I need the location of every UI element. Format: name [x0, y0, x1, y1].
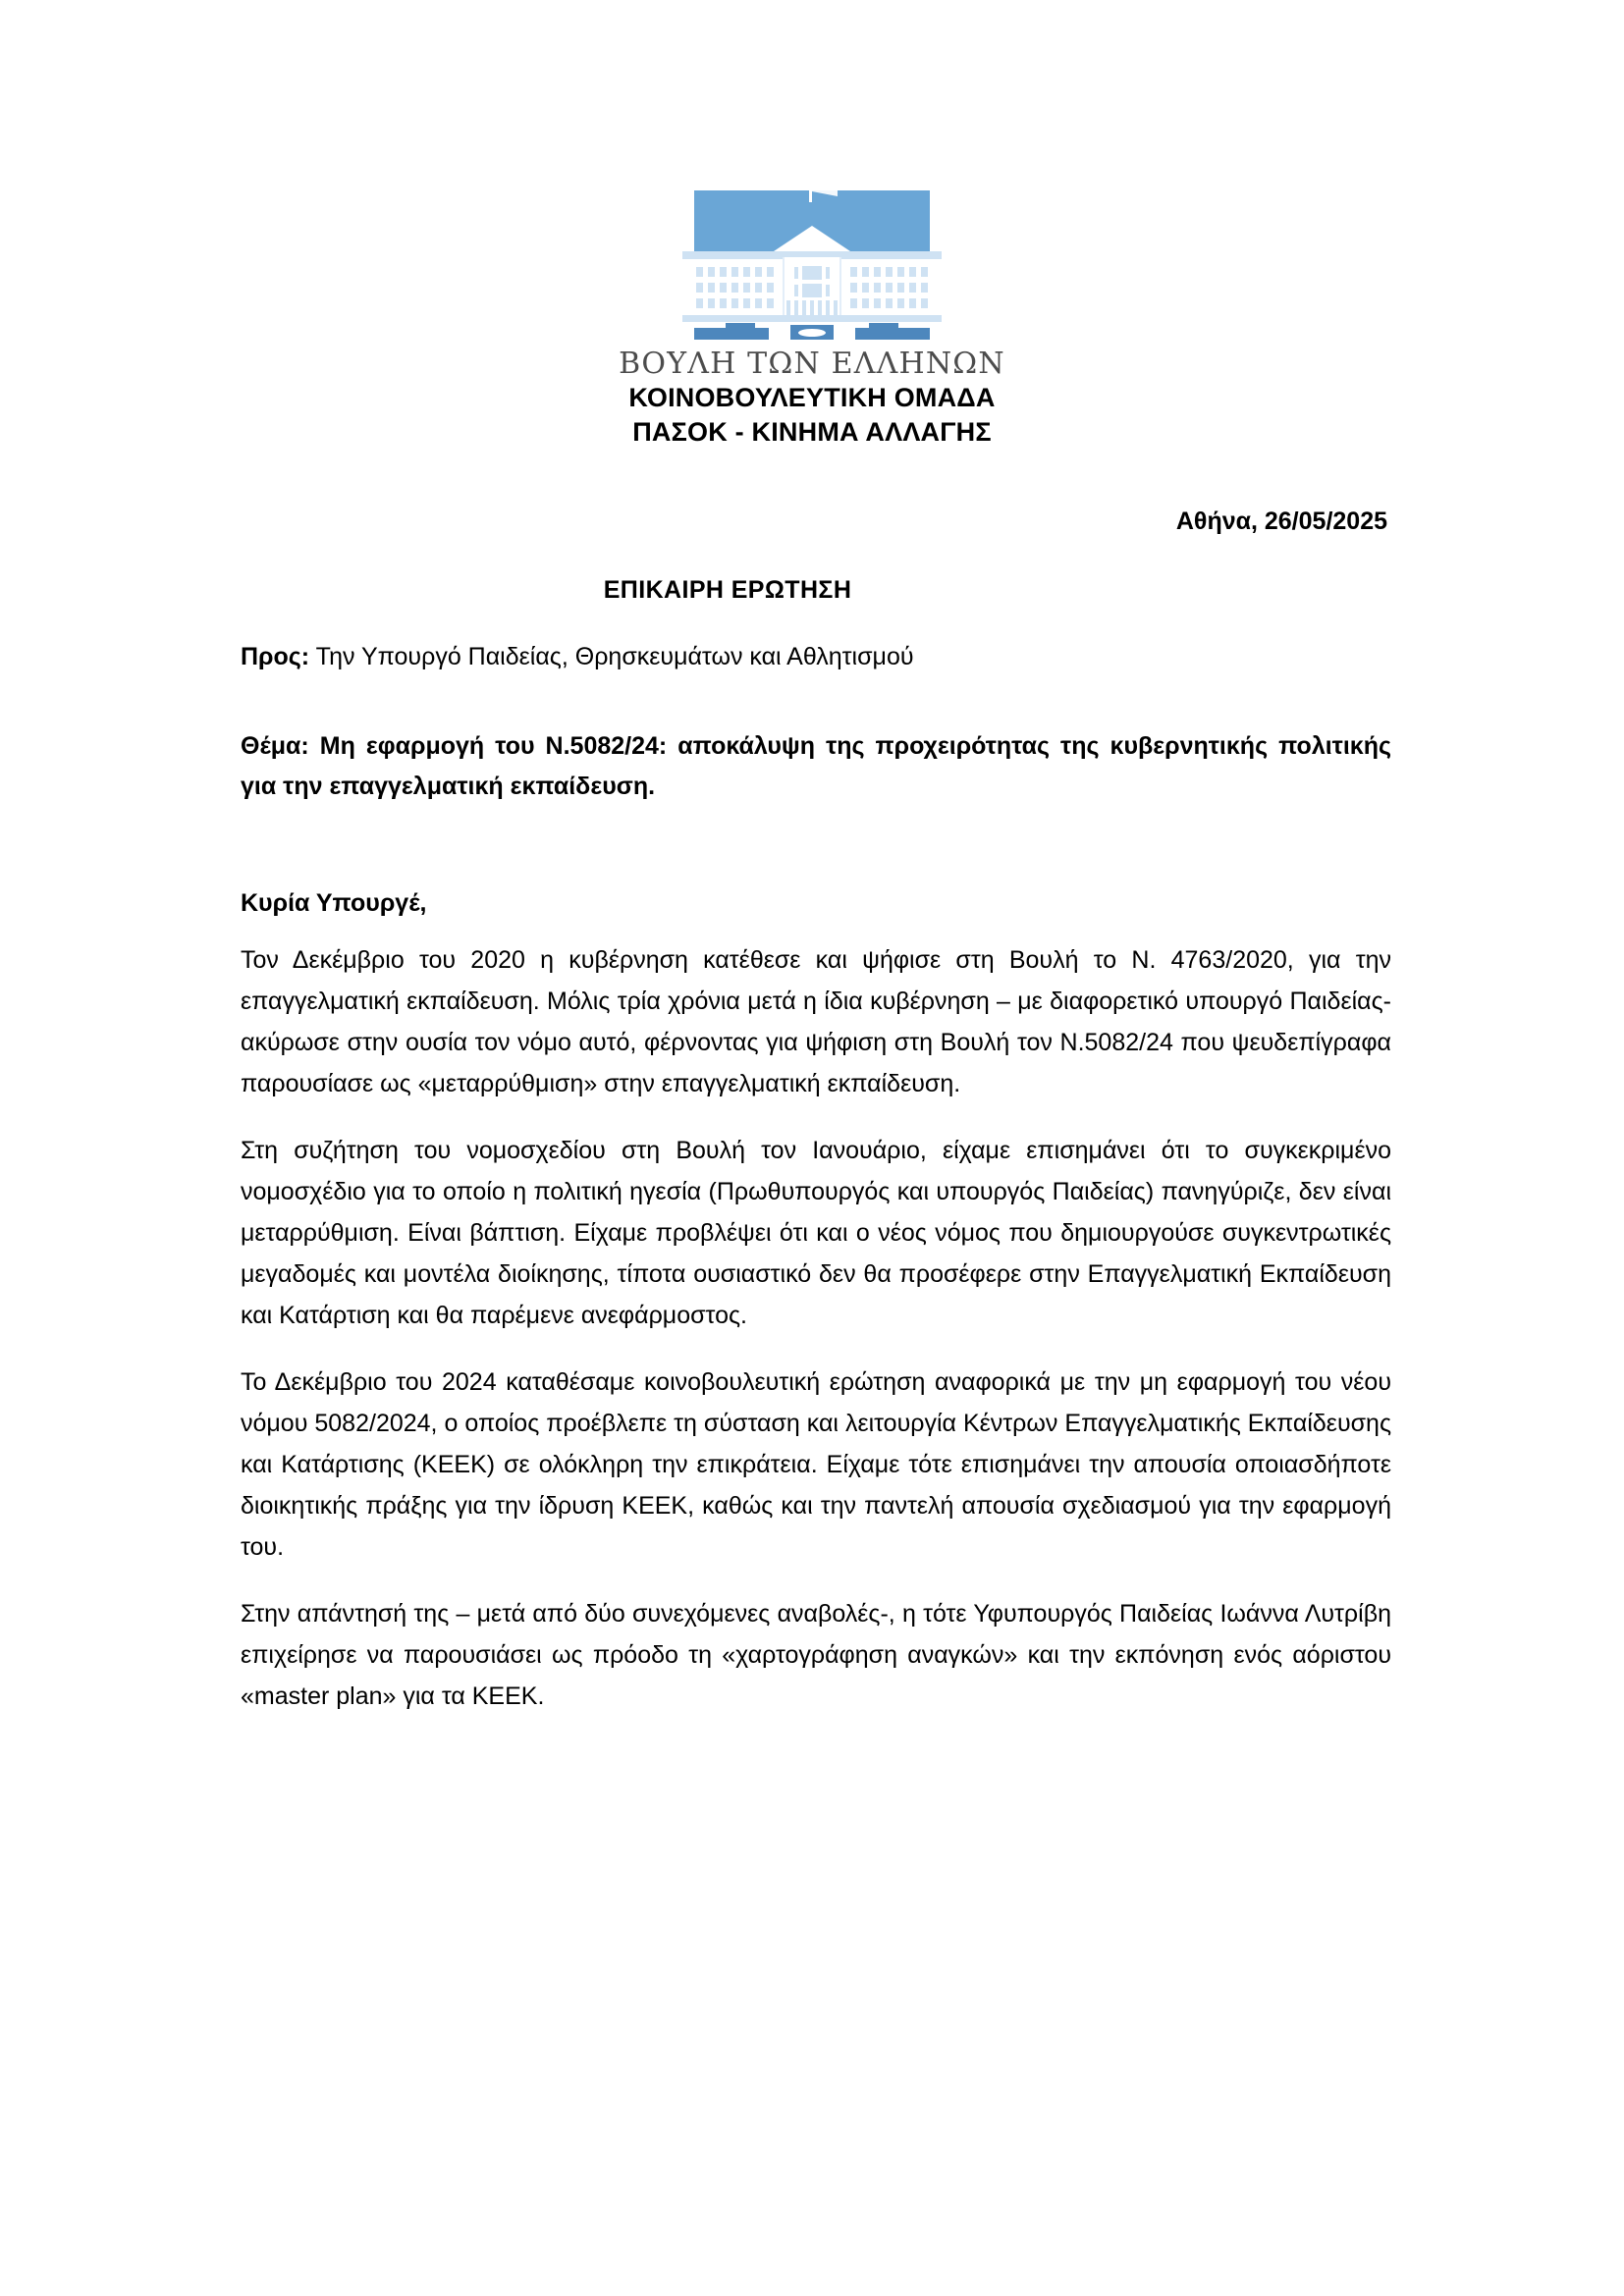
- date-line: Αθήνα, 26/05/2025: [1175, 507, 1387, 535]
- body-paragraph: Τον Δεκέμβριο του 2020 η κυβέρνηση κατέθεσε και ψήφισε στη Βουλή το Ν. 4763/2020, για την επαγγελματική εκπαίδευση. Μόλις τρία χρόνια μετά η ίδια κυβέρνηση – με διαφορετικό υπουργό Παιδείας- ακύρωσε στην ουσία τον νόμο αυτό, φέρνοντας για ψήφιση στη Βουλή τον Ν.5082/24 που ψευδεπίγραφα παρουσίασε ως «μεταρρύθμιση» στην επαγγελματική εκπαίδευση.: [241, 946, 1391, 1098]
- document-body: [233, 507, 1391, 1718]
- recipient-label: Προς:: [241, 642, 310, 670]
- subject-line: Θέμα: Μη εφαρμογή του Ν.5082/24: αποκάλυψη της προχειρότητας της κυβερνητικής πολιτικής για την επαγγελματική εκπαίδευση.: [241, 732, 1391, 800]
- body-paragraph: Στη συζήτηση του νομοσχεδίου στη Βουλή τον Ιανουάριο, είχαμε επισημάνει ότι το συγκεκριμένο νομοσχέδιο για το οποίο η πολιτική ηγεσία (Πρωθυπουργός και υπουργός Παιδείας) πανηγύριζε, δεν είναι μεταρρύθμιση. Είναι βάπτιση. Είχαμε προβλέψει ότι και ο νέος νόμος που δημιουργούσε συγκεντρωτικές μεγαδομές και μοντέλα διοίκησης, τίποτα ουσιαστικό δεν θα προσέφερε στην Επαγγελματική Εκπαίδευση και Κατάρτιση και θα παρέμενε ανεφάρμοστος.: [241, 1137, 1391, 1330]
- document-title: ΕΠΙΚΑΙΡΗ ΕΡΩΤΗΣΗ: [603, 575, 852, 604]
- hellenic-parliament-building-icon: [645, 173, 979, 342]
- letterhead: [0, 0, 1624, 451]
- recipient-line: [241, 639, 1391, 676]
- body-paragraph: Στην απάντησή της – μετά από δύο συνεχόμενες αναβολές-, η τότε Υφυπουργός Παιδείας Ιωάννα Λυτρίβη επιχείρησε να παρουσιάσει ως πρόοδο τη «χαρτογράφηση αναγκών» και την εκπόνηση ενός αόριστου «master plan» για τα ΚΕΕΚ.: [241, 1600, 1391, 1711]
- parliament-logo: [0, 173, 1624, 342]
- recipient-value: Την Υπουργό Παιδείας, Θρησκευμάτων και Αθλητισμού: [315, 642, 914, 670]
- organization-name: ΒΟΥΛΗ ΤΩΝ ΕΛΛΗΝΩΝ: [619, 347, 1005, 381]
- body-paragraph: Το Δεκέμβριο του 2024 καταθέσαμε κοινοβουλευτική ερώτηση αναφορικά με την μη εφαρμογή του νέου νόμου 5082/2024, ο οποίος προέβλεπε τη σύσταση και λειτουργία Κέντρων Επαγγελματικής Εκπαίδευσης και Κατάρτισης (ΚΕΕΚ) σε ολόκληρη την επικράτεια. Είχαμε τότε επισημάνει την απουσία οποιασδήποτε διοικητικής πράξης για την ίδρυση ΚΕΕΚ, καθώς και την παντελή απουσία σχεδιασμού για την εφαρμογή του.: [241, 1368, 1391, 1562]
- parliamentary-group-line-1: ΚΟΙΝΟΒΟΥΛΕΥΤΙΚΗ ΟΜΑΔΑ: [628, 382, 996, 412]
- parliamentary-group-line-2: ΠΑΣΟΚ - ΚΙΝΗΜΑ ΑΛΛΑΓΗΣ: [632, 417, 992, 448]
- salutation: Κυρία Υπουργέ,: [241, 889, 427, 918]
